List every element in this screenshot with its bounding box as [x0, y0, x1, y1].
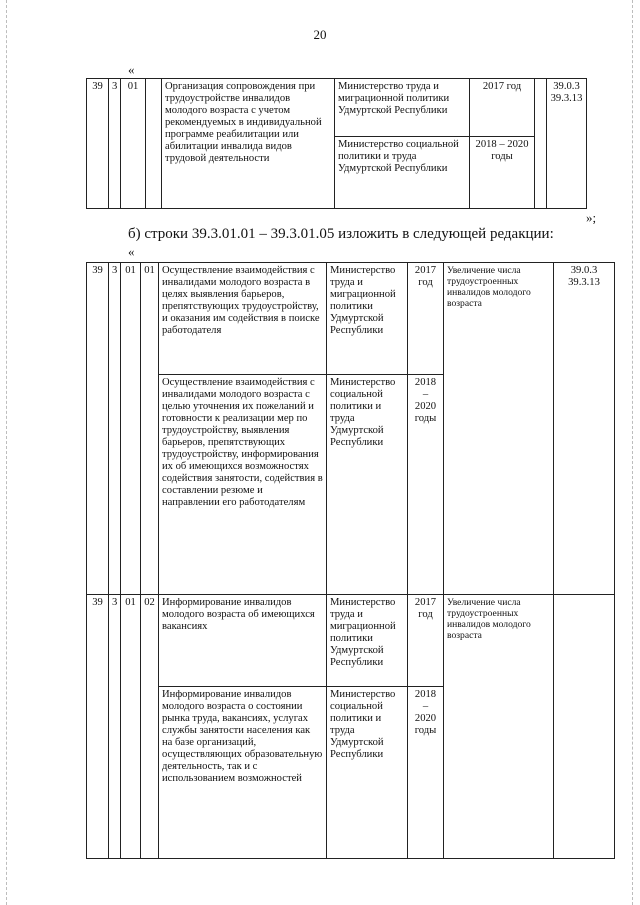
t2-r2-activity-1: Информирование инвалидов молодого возраста об имеющихся вакансиях	[159, 595, 327, 687]
table-1	[86, 78, 587, 209]
t1-code-1: 39	[87, 79, 109, 209]
t2-r1-activity-2: Осуществление взаимодействия с инвалидами молодого возраста с целью уточнения их пожеланий и готовности к реализации мер по трудоустройству, выявления барьеров, препятствующих трудоустройству, информирования их об имеющихся возможностях содействия занятости, содействия в составлении резюме и направлении его работодателям	[159, 375, 327, 595]
t2-r2-term-2: 2018 – 2020 годы	[408, 687, 444, 859]
close-quote-1: »;	[586, 210, 597, 225]
scan-edge-right	[632, 0, 634, 905]
t1-executor-2: Министерство социальной политики и труда Удмуртской Республики	[335, 137, 470, 209]
t2-r2-term-1: 2017 год	[408, 595, 444, 687]
t2-r1-result: Увеличение числа трудоустроенных инвалидов молодого возраста	[444, 263, 554, 595]
t2-r2-code-3: 01	[121, 595, 141, 859]
t1-code-3: 01	[121, 79, 146, 209]
t1-indicator: 39.0.3 39.3.13	[547, 79, 587, 209]
t2-r1-executor-1: Министерство труда и миграционной политики Удмуртской Республики	[327, 263, 408, 375]
t2-r2-result: Увеличение числа трудоустроенных инвалидов молодого возраста	[444, 595, 554, 859]
t2-r1-activity-1: Осуществление взаимодействия с инвалидами молодого возраста в целях выявления барьеров, препятствующих трудоустройству, и оказания им содействия в поиске работодателя	[159, 263, 327, 375]
t2-r2-code-4: 02	[141, 595, 159, 859]
t2-r2-executor-1: Министерство труда и миграционной политики Удмуртской Республики	[327, 595, 408, 687]
t2-r2-indicator	[554, 595, 615, 859]
open-quote-2: «	[128, 244, 135, 259]
t2-r2-code-1: 39	[87, 595, 109, 859]
t1-code-2: 3	[109, 79, 121, 209]
t2-r2-executor-2: Министерство социальной политики и труда Удмуртской Республики	[327, 687, 408, 859]
t2-r1-term-1: 2017 год	[408, 263, 444, 375]
scan-edge-left	[6, 0, 8, 905]
t1-executor-1: Министерство труда и миграционной политики Удмуртской Республики	[335, 79, 470, 137]
t2-r1-code-4: 01	[141, 263, 159, 595]
t1-activity: Организация сопровождения при трудоустройстве инвалидов молодого возраста с учетом рекомендуемых в индивидуальной программе реабилитации или абилитации инвалида видов трудовой деятельности	[162, 79, 335, 209]
t1-result	[535, 79, 547, 209]
t2-r1-code-1: 39	[87, 263, 109, 595]
t2-r2-code-2: 3	[109, 595, 121, 859]
t2-r1-code-3: 01	[121, 263, 141, 595]
t1-code-4	[146, 79, 162, 209]
t2-r1-indicator: 39.0.3 39.3.13	[554, 263, 615, 595]
t2-r1-code-2: 3	[109, 263, 121, 595]
t2-r1-executor-2: Министерство социальной политики и труда Удмуртской Республики	[327, 375, 408, 595]
t1-term-2: 2018 – 2020 годы	[470, 137, 535, 209]
open-quote-1: «	[128, 62, 135, 77]
t2-r2-activity-2: Информирование инвалидов молодого возраста о состоянии рынка труда, вакансиях, услугах службы занятости населения как на базе организаций, осуществляющих образовательную деятельность, так и с использованием возможностей	[159, 687, 327, 859]
t2-r1-term-2: 2018 – 2020 годы	[408, 375, 444, 595]
t1-term-1: 2017 год	[470, 79, 535, 137]
table-2	[86, 262, 615, 859]
page-number: 20	[313, 27, 327, 42]
instruction-text: б) строки 39.3.01.01 – 39.3.01.05 изложить в следующей редакции:	[128, 226, 554, 242]
